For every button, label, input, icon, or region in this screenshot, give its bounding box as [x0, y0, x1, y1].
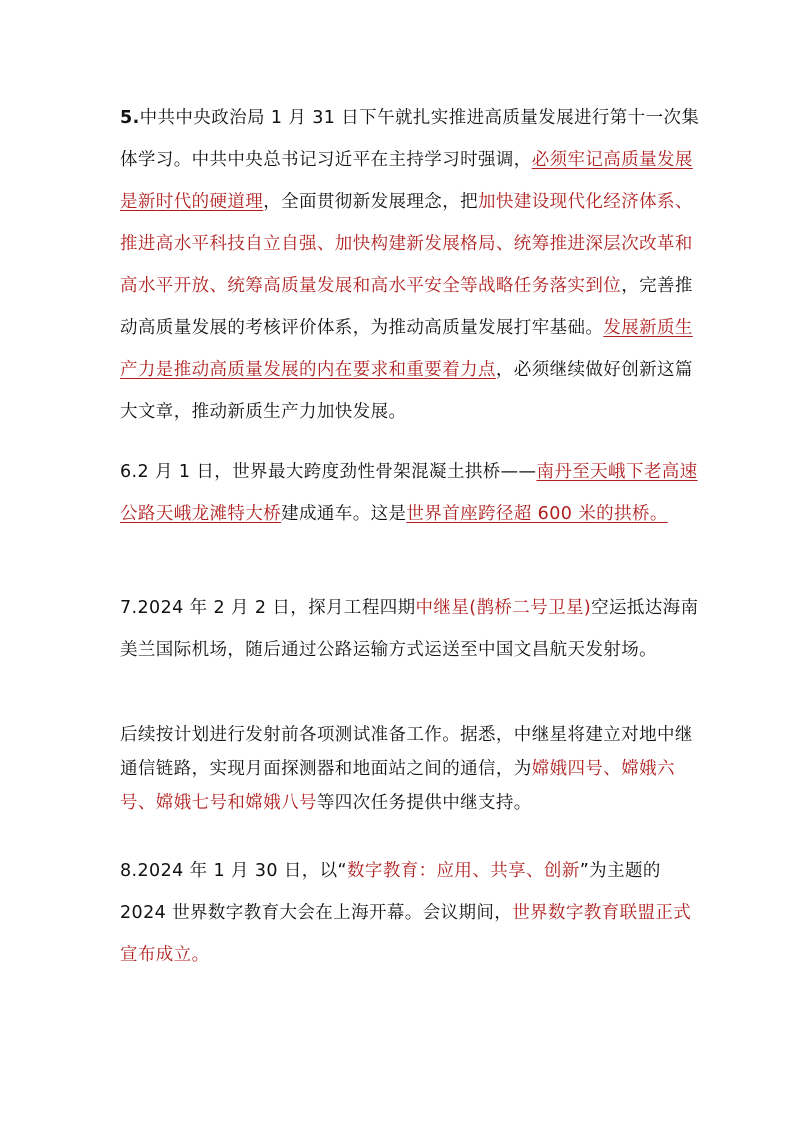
highlight-text: 加快建设现代化经济体系、推进高水平科技自立自强、加快构建新发展格局、统筹推进深层次改革和高水平开放、统筹高质量发展和高水平安全等战略任务落实到位: [120, 192, 693, 296]
highlight-text: 嫦娥四号、嫦娥六号、嫦娥七号和嫦娥八号: [120, 759, 675, 813]
underlined-highlight-text: 世界首座跨径超 600 米的拱桥。: [406, 504, 668, 524]
highlight-text: 世界数字教育联盟正式宣布成立。: [120, 903, 692, 965]
text-segment: 建成通车。这是: [281, 504, 407, 524]
text-segment: ，必须继续做好创新这篇大文章，推动新质生产力加快发展。: [120, 360, 693, 422]
text-segment: 8.2024 年 1 月 30 日，以“: [120, 861, 348, 881]
item-6-paragraph: [120, 451, 700, 535]
text-segment: 后续按计划进行发射前各项测试准备工作。据悉，中继星将建立对地中继通信链路，实现月面探测器和地面站之间的通信，为: [120, 725, 693, 779]
text-segment: 中共中央政治局 1 月 31 日下午就扎实推进高质量发展进行第十一次集体学习。中共中央总书记习近平在主持学习时强调，: [120, 108, 700, 170]
text-segment: 7.2024 年 2 月 2 日，探月工程四期: [120, 598, 416, 618]
highlight-text: 数字教育：应用、共享、创新: [347, 861, 580, 881]
item-5-paragraph: [120, 97, 700, 433]
underlined-highlight-text: 南丹至天峨下老高速公路天峨龙滩特大桥: [120, 462, 698, 524]
underlined-highlight-text: 发展新质生产力是推动高质量发展的内在要求和重要着力点: [120, 318, 693, 380]
text-segment: ，全面贯彻新发展理念，把: [263, 192, 479, 212]
text-segment: 6.2 月 1 日，世界最大跨度劲性骨架混凝土拱桥——: [120, 462, 537, 482]
highlight-text: 中继星(鹊桥二号卫星): [415, 598, 592, 618]
item-7-paragraph: [120, 587, 700, 671]
underlined-highlight-text: 必须牢记高质量发展是新时代的硬道理: [120, 150, 693, 212]
item-number: 5.: [120, 108, 140, 128]
text-segment: 空运抵达海南美兰国际机场，随后通过公路运输方式运送至中国文昌航天发射场。: [120, 598, 699, 660]
text-segment: 等四次任务提供中继支持。: [316, 793, 532, 813]
text-segment: ，完善推动高质量发展的考核评价体系，为推动高质量发展打牢基础。: [120, 276, 693, 338]
text-segment: ”为主题的 2024 世界数字教育大会在上海开幕。会议期间，: [120, 861, 661, 923]
item-8-paragraph: [120, 850, 700, 976]
item-7-continuation-paragraph: [120, 718, 700, 820]
